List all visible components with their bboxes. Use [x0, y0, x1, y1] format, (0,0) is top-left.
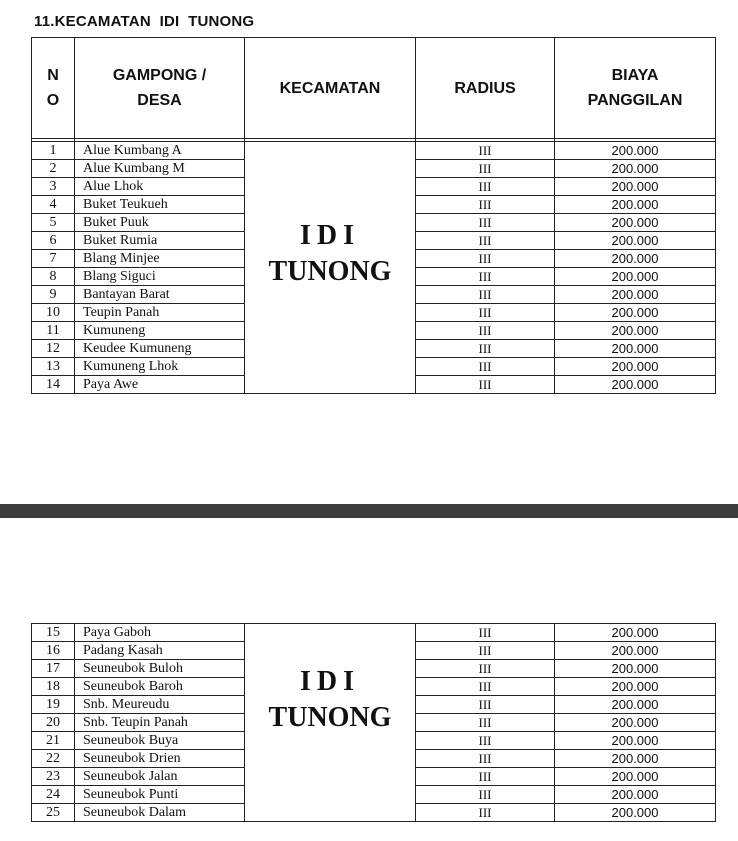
radius-value: III: [416, 178, 555, 196]
village-name: Seuneubok Jalan: [75, 768, 245, 786]
header-no: [32, 38, 75, 139]
header-biaya-line2: PANGGILAN: [587, 92, 683, 109]
row-number: 17: [32, 660, 75, 678]
row-number: 6: [32, 232, 75, 250]
header-biaya-line1: BIAYA: [611, 67, 659, 84]
biaya-value: 200.000: [555, 340, 716, 358]
radius-value: III: [416, 214, 555, 232]
biaya-value: 200.000: [555, 678, 716, 696]
row-number: 18: [32, 678, 75, 696]
table-body-part-1: [32, 139, 716, 394]
radius-value: III: [416, 804, 555, 822]
village-name: Blang Siguci: [75, 268, 245, 286]
radius-value: III: [416, 376, 555, 394]
radius-value: III: [416, 750, 555, 768]
village-name: Alue Kumbang M: [75, 160, 245, 178]
table-header-row: [32, 38, 716, 139]
row-number: 14: [32, 376, 75, 394]
row-number: 24: [32, 786, 75, 804]
biaya-value: 200.000: [555, 376, 716, 394]
village-name: Alue Lhok: [75, 178, 245, 196]
kecamatan-cell: [245, 624, 416, 822]
row-number: 20: [32, 714, 75, 732]
village-name: Seuneubok Dalam: [75, 804, 245, 822]
header-biaya: [555, 38, 716, 139]
biaya-value: 200.000: [555, 732, 716, 750]
biaya-value: 200.000: [555, 768, 716, 786]
radius-value: III: [416, 660, 555, 678]
table-row: [32, 624, 716, 642]
kecamatan-label: [245, 624, 415, 736]
header-gampong-line1: GAMPONG /: [112, 67, 207, 84]
table-body-part-2: [32, 624, 716, 822]
biaya-value: 200.000: [555, 786, 716, 804]
biaya-value: 200.000: [555, 322, 716, 340]
radius-value: III: [416, 322, 555, 340]
kecamatan-label-line1: IDI: [299, 220, 360, 251]
kecamatan-label: [245, 142, 415, 290]
row-number: 3: [32, 178, 75, 196]
radius-value: III: [416, 696, 555, 714]
radius-value: III: [416, 286, 555, 304]
kecamatan-label-line1: IDI: [299, 666, 360, 697]
biaya-value: 200.000: [555, 304, 716, 322]
biaya-value: 200.000: [555, 196, 716, 214]
biaya-value: 200.000: [555, 358, 716, 376]
village-name: Alue Kumbang A: [75, 142, 245, 160]
biaya-value: 200.000: [555, 178, 716, 196]
biaya-value: 200.000: [555, 660, 716, 678]
village-name: Buket Teukueh: [75, 196, 245, 214]
row-number: 12: [32, 340, 75, 358]
biaya-value: 200.000: [555, 214, 716, 232]
table-row: [32, 142, 716, 160]
row-number: 19: [32, 696, 75, 714]
village-name: Seuneubok Punti: [75, 786, 245, 804]
radius-value: III: [416, 268, 555, 286]
header-no-line1: N: [47, 67, 59, 84]
row-number: 23: [32, 768, 75, 786]
biaya-value: 200.000: [555, 804, 716, 822]
village-name: Snb. Meureudu: [75, 696, 245, 714]
biaya-value: 200.000: [555, 160, 716, 178]
row-number: 4: [32, 196, 75, 214]
biaya-value: 200.000: [555, 268, 716, 286]
radius-value: III: [416, 678, 555, 696]
village-name: Paya Gaboh: [75, 624, 245, 642]
village-name: Seuneubok Baroh: [75, 678, 245, 696]
radius-value: III: [416, 304, 555, 322]
row-number: 9: [32, 286, 75, 304]
header-gampong: [75, 38, 245, 139]
radius-value: III: [416, 714, 555, 732]
village-name: Blang Minjee: [75, 250, 245, 268]
village-name: Keudee Kumuneng: [75, 340, 245, 358]
row-number: 5: [32, 214, 75, 232]
row-number: 10: [32, 304, 75, 322]
radius-value: III: [416, 786, 555, 804]
village-table-part-1: [31, 37, 716, 394]
radius-value: III: [416, 732, 555, 750]
header-radius: RADIUS: [416, 38, 555, 139]
radius-value: III: [416, 642, 555, 660]
village-name: Seuneubok Drien: [75, 750, 245, 768]
row-number: 1: [32, 142, 75, 160]
radius-value: III: [416, 232, 555, 250]
row-number: 15: [32, 624, 75, 642]
biaya-value: 200.000: [555, 750, 716, 768]
village-name: Buket Rumia: [75, 232, 245, 250]
village-name: Teupin Panah: [75, 304, 245, 322]
village-name: Kumuneng: [75, 322, 245, 340]
radius-value: III: [416, 358, 555, 376]
village-name: Kumuneng Lhok: [75, 358, 245, 376]
biaya-value: 200.000: [555, 142, 716, 160]
row-number: 11: [32, 322, 75, 340]
biaya-value: 200.000: [555, 286, 716, 304]
row-number: 7: [32, 250, 75, 268]
village-name: Padang Kasah: [75, 642, 245, 660]
row-number: 8: [32, 268, 75, 286]
kecamatan-label-line2: TUNONG: [268, 256, 392, 287]
row-number: 21: [32, 732, 75, 750]
village-table-part-2: [31, 623, 716, 822]
row-number: 13: [32, 358, 75, 376]
row-number: 22: [32, 750, 75, 768]
row-number: 16: [32, 642, 75, 660]
kecamatan-cell: [245, 142, 416, 394]
village-name: Seuneubok Buya: [75, 732, 245, 750]
biaya-value: 200.000: [555, 624, 716, 642]
biaya-value: 200.000: [555, 250, 716, 268]
biaya-value: 200.000: [555, 232, 716, 250]
biaya-value: 200.000: [555, 696, 716, 714]
biaya-value: 200.000: [555, 642, 716, 660]
radius-value: III: [416, 768, 555, 786]
page-title: 11.KECAMATAN IDI TUNONG: [34, 13, 255, 30]
kecamatan-label-line2: TUNONG: [268, 702, 392, 733]
row-number: 25: [32, 804, 75, 822]
header-kecamatan: KECAMATAN: [245, 38, 416, 139]
village-name: Paya Awe: [75, 376, 245, 394]
radius-value: III: [416, 142, 555, 160]
radius-value: III: [416, 160, 555, 178]
radius-value: III: [416, 196, 555, 214]
header-no-line2: O: [46, 92, 60, 109]
village-name: Bantayan Barat: [75, 286, 245, 304]
biaya-value: 200.000: [555, 714, 716, 732]
radius-value: III: [416, 624, 555, 642]
radius-value: III: [416, 340, 555, 358]
village-name: Seuneubok Buloh: [75, 660, 245, 678]
row-number: 2: [32, 160, 75, 178]
village-name: Buket Puuk: [75, 214, 245, 232]
page-divider: [0, 504, 738, 518]
radius-value: III: [416, 250, 555, 268]
header-gampong-line2: DESA: [137, 92, 182, 109]
village-name: Snb. Teupin Panah: [75, 714, 245, 732]
